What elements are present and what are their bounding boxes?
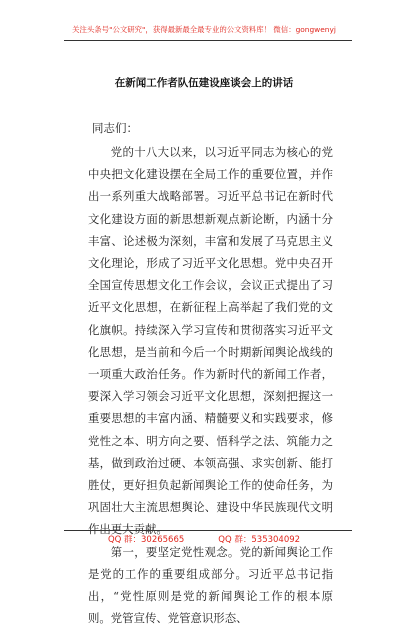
document-body — [88, 141, 333, 629]
document-title: 在新闻工作者队伍建设座谈会上的讲话 — [114, 77, 294, 89]
footer-divider — [64, 530, 352, 531]
header-banner: 关注头条号"公文研究"，获得最新最全最专业的公文资料库！ 微信：gongwenyj — [72, 25, 336, 34]
body-paragraph: 党的十八大以来，以习近平同志为核心的党中央把文化建设摆在全局工作的重要位置，并作出一系列重大战略部署。习近平总书记在新时代文化建设方面的新思想新观点新论断，内涵十分丰富、论述极为深刻，丰富和发展了马克思主义文化理论，形成了习近平文化思想。党中央召开全国宣传思想文化工作会议，会议正式提出了习近平文化思想，在新征程上高举起了我们党的文化旗帜。持续深入学习宣传和贯彻落实习近平文化思想，是当前和今后一个时期新闻舆论战线的一项重大政治任务。作为新时代的新闻工作者，要深入学习领会习近平文化思想，深刻把握这一重要思想的丰富内涵、精髓要义和实践要求，修党性之本、明方向之要、悟科学之法、筑能力之基，做到政治过硬、本领高强、求实创新、能打胜仗，更好担负起新闻舆论工作的使命任务，为巩固壮大主流思想舆论、建设中华民族现代文明作出更大贡献。 — [88, 145, 333, 537]
footer-contact — [0, 533, 408, 545]
header-divider — [64, 40, 352, 41]
footer-qq-group-2: QQ 群：535304092 — [218, 535, 301, 545]
body-paragraph: 第一，要坚定党性观念。党的新闻舆论工作是党的工作的重要组成部分。习近平总书记指出，“党性原则是党的新闻舆论工作的根本原则。党管宣传、党管意识形态、 — [88, 544, 333, 626]
salutation: 同志们： — [92, 121, 138, 135]
footer-qq-group-1: QQ 群：30265665 — [107, 535, 185, 545]
